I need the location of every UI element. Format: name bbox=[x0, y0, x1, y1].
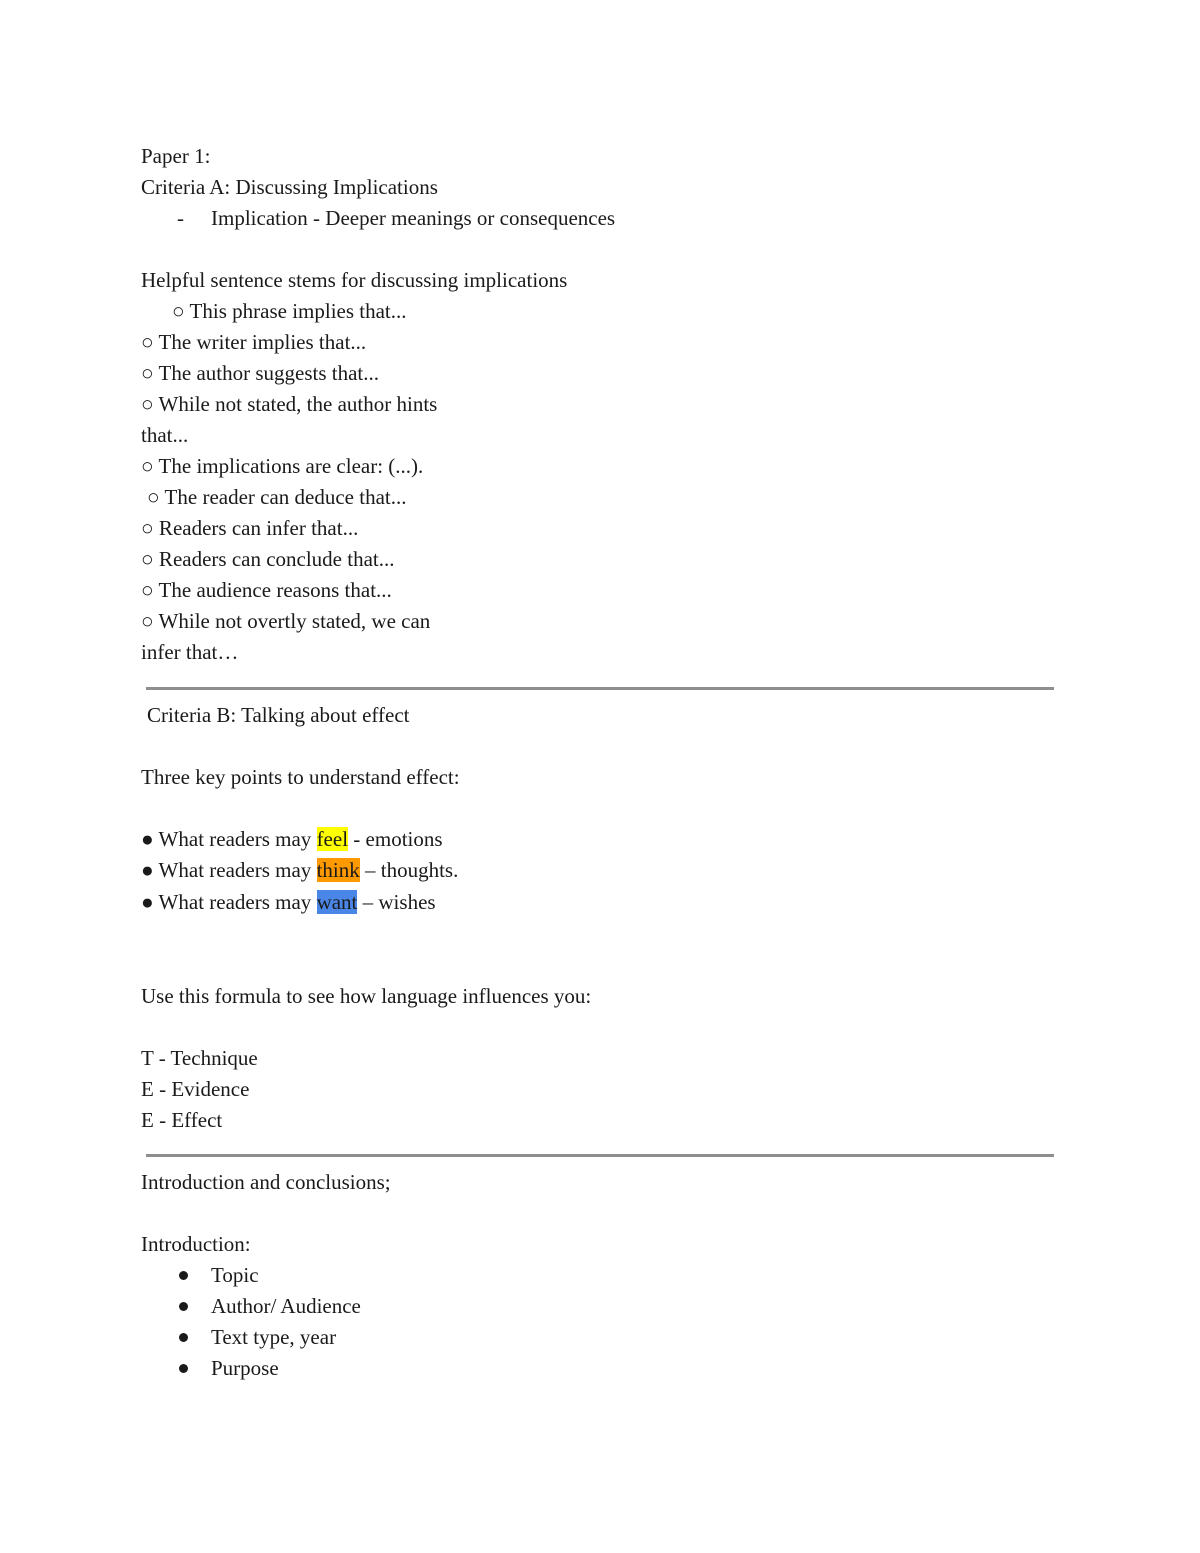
formula-heading: Use this formula to see how language influences you: bbox=[141, 984, 592, 1008]
introduction-label: Introduction: bbox=[141, 1232, 251, 1256]
point-suffix: – wishes bbox=[357, 890, 436, 914]
point-suffix: – thoughts. bbox=[359, 858, 459, 882]
point-prefix: ● What readers may bbox=[141, 858, 317, 882]
stem-item: ○ While not stated, the author hints bbox=[141, 392, 438, 416]
key-points-heading: Three key points to understand effect: bbox=[141, 765, 460, 789]
stem-item: ○ This phrase implies that... bbox=[172, 299, 407, 323]
point-suffix: - emotions bbox=[348, 827, 443, 851]
criteria-b-heading: Criteria B: Talking about effect bbox=[147, 703, 410, 727]
bullet-icon bbox=[179, 1333, 188, 1342]
stem-item-continuation: infer that… bbox=[141, 640, 239, 664]
implication-definition: Implication - Deeper meanings or consequences bbox=[211, 206, 616, 230]
point-prefix: ● What readers may bbox=[141, 827, 317, 851]
effect-point-feel bbox=[141, 824, 443, 855]
stem-item: ○ The implications are clear: (...). bbox=[141, 454, 424, 478]
stem-item: ○ The audience reasons that... bbox=[141, 578, 392, 602]
intro-item: Topic bbox=[211, 1263, 259, 1287]
bullet-icon bbox=[179, 1302, 188, 1311]
bullet-icon bbox=[179, 1364, 188, 1373]
horizontal-divider bbox=[146, 1154, 1054, 1157]
bullet-icon bbox=[179, 1271, 188, 1280]
stem-item: ○ The reader can deduce that... bbox=[147, 485, 407, 509]
paper-title: Paper 1: bbox=[141, 144, 211, 168]
effect-point-want bbox=[141, 887, 436, 918]
stem-item: ○ While not overtly stated, we can bbox=[141, 609, 431, 633]
stem-item: ○ Readers can infer that... bbox=[141, 516, 359, 540]
highlighted-word: feel bbox=[316, 827, 349, 851]
intro-item: Author/ Audience bbox=[211, 1294, 361, 1318]
formula-item-effect: E - Effect bbox=[141, 1108, 223, 1132]
formula-item-evidence: E - Evidence bbox=[141, 1077, 250, 1101]
effect-point-think bbox=[141, 855, 458, 886]
intro-item: Text type, year bbox=[211, 1325, 337, 1349]
stem-item: ○ Readers can conclude that... bbox=[141, 547, 395, 571]
formula-item-technique: T - Technique bbox=[141, 1046, 258, 1070]
stem-item: ○ The author suggests that... bbox=[141, 361, 380, 385]
horizontal-divider bbox=[146, 687, 1054, 690]
stem-item: ○ The writer implies that... bbox=[141, 330, 367, 354]
intro-conclusions-heading: Introduction and conclusions; bbox=[141, 1170, 391, 1194]
criteria-a-heading: Criteria A: Discussing Implications bbox=[141, 175, 438, 199]
stem-item-continuation: that... bbox=[141, 423, 189, 447]
highlighted-word: want bbox=[316, 890, 358, 914]
highlighted-word: think bbox=[316, 858, 360, 882]
definition-dash: - bbox=[177, 206, 184, 230]
stems-heading: Helpful sentence stems for discussing implications bbox=[141, 268, 568, 292]
point-prefix: ● What readers may bbox=[141, 890, 317, 914]
intro-item: Purpose bbox=[211, 1356, 279, 1380]
